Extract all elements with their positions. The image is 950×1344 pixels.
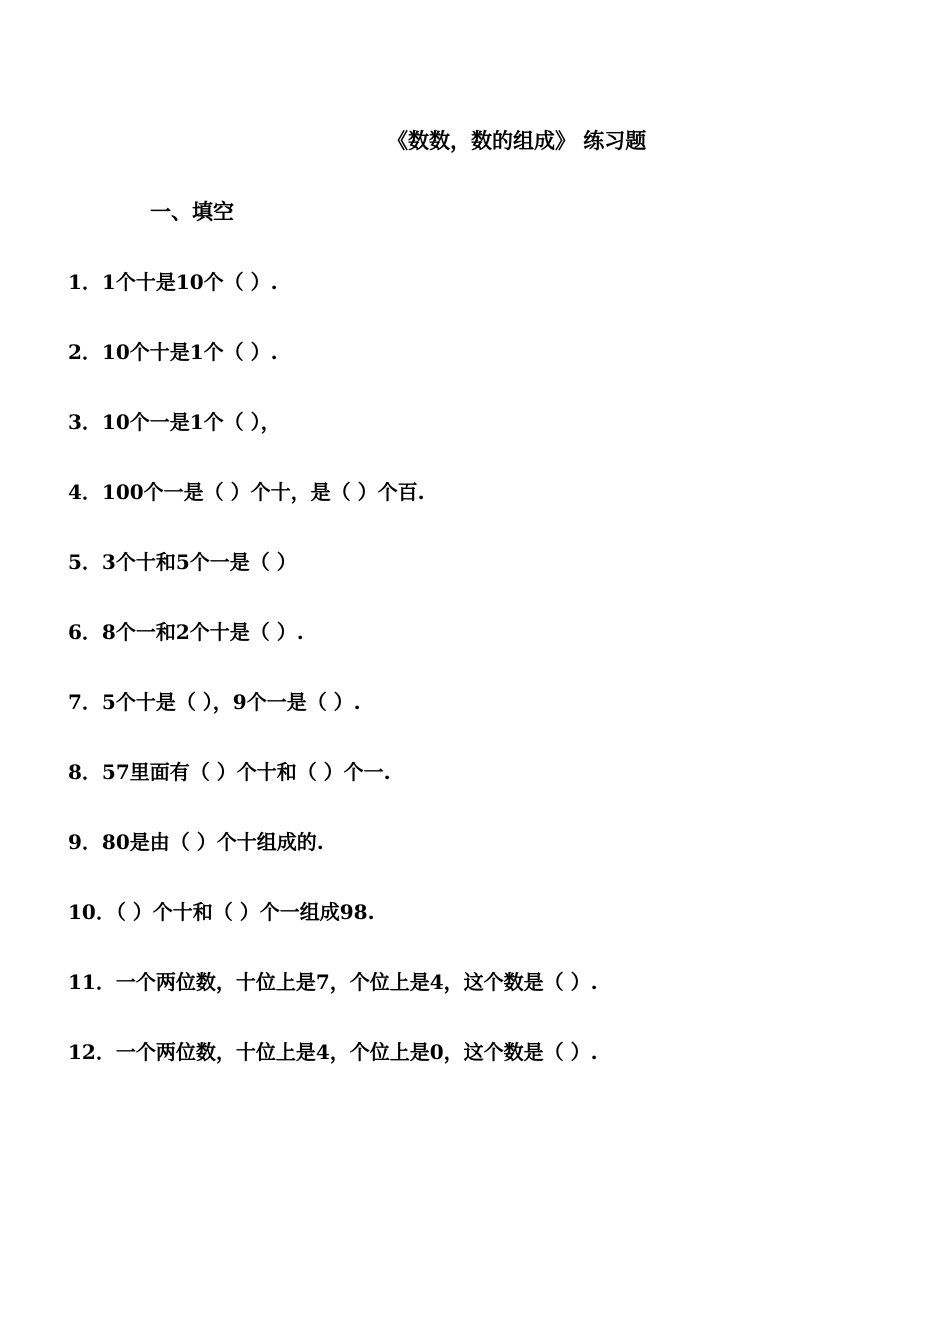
question-6: 6．8个一和2个十是（ ）. (68, 620, 304, 644)
question-2: 2．10个十是1个（ ）. (68, 340, 278, 364)
question-1: 1．1个十是10个（ ）. (68, 270, 278, 294)
question-9: 9．80是由（ ）个十组成的. (68, 830, 324, 854)
section-heading: 一、填空 (150, 199, 234, 224)
question-5: 5．3个十和5个一是（ ） (68, 550, 297, 574)
question-7: 7．5个十是（ ），9个一是（ ）. (68, 690, 361, 714)
worksheet-title: 《数数，数的组成》 练习题 (387, 128, 647, 153)
question-10: 10．（ ）个十和（ ）个一组成98. (68, 900, 375, 924)
question-3: 3．10个一是1个（ ）， (68, 410, 281, 434)
question-4: 4．100个一是（ ）个十，是（ ）个百. (68, 480, 425, 504)
question-8: 8．57里面有（ ）个十和（ ）个一. (68, 760, 391, 784)
question-11: 11．一个两位数，十位上是7，个位上是4，这个数是（ ）. (68, 970, 598, 994)
question-12: 12．一个两位数，十位上是4，个位上是0，这个数是（ ）. (68, 1040, 598, 1064)
